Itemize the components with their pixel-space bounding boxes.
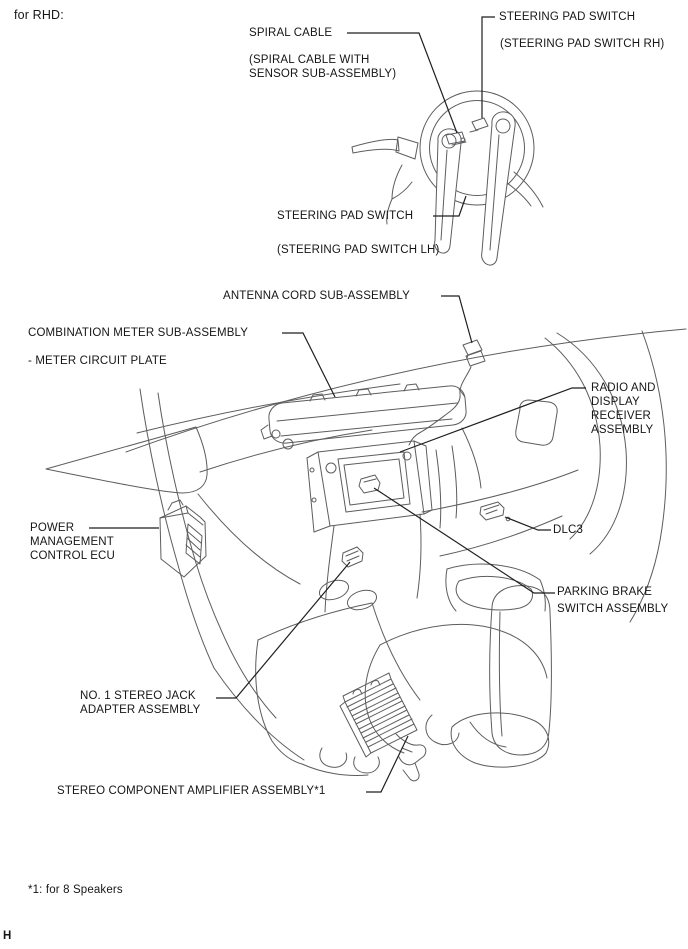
leader-combination-meter: [282, 333, 335, 397]
label-spiral-cable-alt-line1: (SPIRAL CABLE WITH: [249, 54, 370, 66]
label-antenna-cord: ANTENNA CORD SUB-ASSEMBLY: [223, 290, 410, 302]
label-meter-circuit-plate: - METER CIRCUIT PLATE: [28, 355, 167, 367]
console-and-seat-drawing: [214, 564, 551, 775]
label-dlc3: DLC3: [553, 524, 584, 536]
label-steering-pad-switch-lh-alt: (STEERING PAD SWITCH LH): [277, 244, 440, 256]
label-steering-pad-switch-lh: STEERING PAD SWITCH: [277, 210, 414, 222]
label-radio-line1: RADIO AND: [591, 382, 656, 394]
label-combination-meter: COMBINATION METER SUB-ASSEMBLY: [28, 327, 249, 339]
label-radio-display-receiver: [591, 381, 656, 437]
jack-adapter-drawing: [342, 547, 363, 567]
label-stereo-jack-line2: ADAPTER ASSEMBLY: [80, 704, 201, 716]
label-radio-line2: DISPLAY: [591, 396, 640, 408]
variant-label: for RHD:: [14, 8, 64, 22]
radio-receiver-drawing: [307, 441, 432, 613]
label-steering-pad-switch-rh-alt: (STEERING PAD SWITCH RH): [500, 38, 665, 50]
label-ecu-line3: CONTROL ECU: [30, 550, 115, 562]
dlc3-connector-drawing: [480, 502, 510, 521]
label-power-management-ecu: [30, 521, 115, 563]
label-radio-line4: ASSEMBLY: [591, 424, 654, 436]
leader-radio-receiver: [400, 388, 586, 452]
label-spiral-cable: SPIRAL CABLE: [249, 27, 333, 39]
label-steering-pad-switch-rh: STEERING PAD SWITCH: [499, 11, 636, 23]
label-parking-brake-line2: SWITCH ASSEMBLY: [557, 603, 669, 615]
label-radio-line3: RECEIVER: [591, 410, 651, 422]
label-ecu-line2: MANAGEMENT: [30, 536, 114, 548]
page-marker: H: [3, 930, 12, 942]
label-stereo-jack-line1: NO. 1 STEREO JACK: [80, 690, 196, 702]
power-ecu-drawing: [160, 500, 206, 577]
footnote: *1: for 8 Speakers: [28, 884, 123, 896]
leader-antenna-cord: [441, 296, 472, 343]
steering-wheel-drawing: [352, 91, 543, 265]
amplifier-drawing: [340, 673, 426, 781]
label-stereo-amplifier: STEREO COMPONENT AMPLIFIER ASSEMBLY*1: [57, 785, 326, 797]
dashboard-drawing: [46, 329, 686, 668]
label-spiral-cable-alt-line2: SENSOR SUB-ASSEMBLY): [249, 68, 397, 80]
label-parking-brake-line1: PARKING BRAKE: [557, 586, 653, 598]
antenna-cord-drawing: [409, 340, 485, 445]
label-ecu-line1: POWER: [30, 522, 75, 534]
